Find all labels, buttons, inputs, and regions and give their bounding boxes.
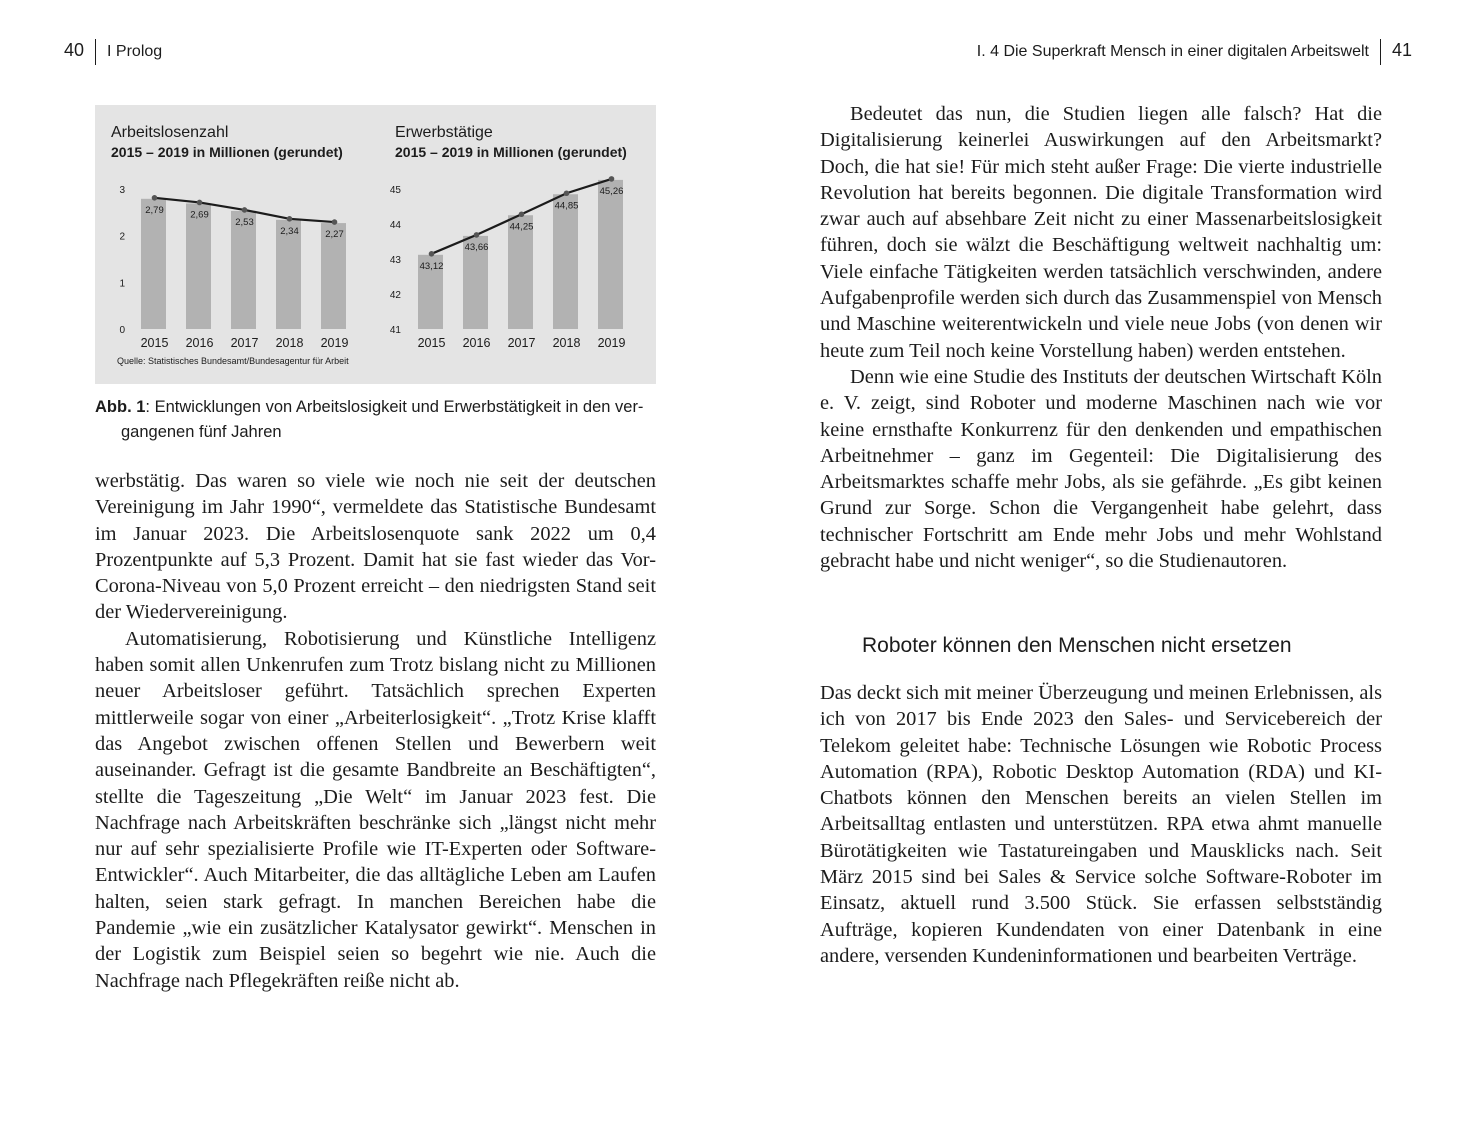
y-tick-label: 45 <box>389 185 401 196</box>
section-title-left: I Prolog <box>107 43 163 60</box>
trend-point <box>332 219 338 225</box>
page-number-right: 41 <box>1391 40 1412 60</box>
x-tick-label: 2017 <box>230 336 259 350</box>
caption-text: : Entwicklungen von Arbeitslosigkeit und Erwerbstätigkeit in den ver- <box>145 398 644 416</box>
trend-point <box>197 200 203 206</box>
page-number-left: 40 <box>64 40 85 60</box>
data-label: 45,26 <box>599 185 624 197</box>
running-head-right <box>977 38 1412 65</box>
paragraph: Denn wie eine Studie des Instituts der deutschen Wirtschaft Köln e. V. zeigt, sind Roboter und moderne Maschinen nach wie vor keine ernsthafte Konkurrenz für den denkenden und empathischen Arbeitnehmer – ganz im Gegenteil: Die Digitalisierung des Arbeitsmarktes schaffe mehr Jobs, als sie gefährde. „Es gibt keinen Grund zur Sorge. Schon die Vergangenheit habe gelehrt, dass technischer Fortschritt am Ende mehr Jobs und mehr Wohlstand gebracht habe und nicht weniger“, so die Studienautoren. <box>820 365 1382 573</box>
section-title-right: I. 4 Die Superkraft Mensch in einer digitalen Arbeitswelt <box>976 43 1369 60</box>
data-label: 43,12 <box>419 260 444 272</box>
caption-label: Abb. 1 <box>95 398 146 416</box>
trend-point <box>152 195 158 201</box>
data-label: 2,34 <box>280 225 299 237</box>
chart-subtitle: 2015 – 2019 in Millionen (gerundet) <box>395 144 627 160</box>
paragraph: Automatisierung, Robotisierung und Künstliche Intelligenz haben somit allen Unkenrufen zum Trotz bislang nicht zu Millionen neuer Arbeitsloser geführt. Tatsächlich sprechen Experten mittlerweile sogar von einer „Arbeiterlosigkeit“. „Trotz Krise klafft das Angebot zwischen offenen Stellen und Bewerbern weit auseinander. Gefragt ist die gesamte Bandbreite an Beschäftigten“, stellte die Tageszeitung „Die Welt“ im Januar 2023 fest. Die Nachfrage nach Arbeitskräften beschränke sich „längst nicht mehr nur auf sehr spezialisierte Profile wie IT-Experten oder Software-Entwickler“. Auch Mitarbeiter, die das alltägliche Leben am Laufen halten, seien stark gefragt. In manchen Bereichen habe die Pandemie „wie ein zusätzlicher Katalysator gewirkt“. Menschen in der Logistik zum Beispiel seien so begehrt wie nie. Auch die Nachfrage nach Pflegekräften reiße nicht ab. <box>95 627 656 992</box>
y-tick-label: 3 <box>119 185 125 196</box>
trend-point <box>564 190 570 196</box>
y-tick-label: 1 <box>119 278 125 290</box>
y-tick-label: 43 <box>389 255 401 266</box>
paragraph: Bedeutet das nun, die Studien liegen alle falsch? Hat die Digitalisierung keinerlei Auswirkungen auf den Arbeitsmarkt? Doch, die hat sie! Für mich steht außer Frage: Die vierte industrielle Revolution hat bereits begonnen. Die digitale Transformation wird zwar auch auf absehbare Zeit nicht zu einer Massenarbeitslosigkeit führen, doch sie wälzt die Beschäftigung weltweit nachhaltig um: Viele einfache Tätigkeiten werden tatsächlich verschwinden, andere Aufgabenprofile werden sich durch das Zusammenspiel von Mensch und Maschine weiterentwickeln und viele neue Jobs (von denen wir heute zum Teil noch keine Vorstellung haben) werden entstehen. <box>820 103 1382 362</box>
y-tick-label: 2 <box>119 231 125 243</box>
trend-point <box>429 251 435 257</box>
x-tick-label: 2019 <box>597 336 626 350</box>
x-tick-label: 2018 <box>275 336 304 350</box>
paragraph: werbstätig. Das waren so viele wie noch nie seit der deutschen Vereinigung im Jahr 1990“, vermeldete das Statistische Bundesamt im Januar 2023. Die Arbeitslosenquote sank 2022 um 0,4 Prozentpunkte auf 5,3 Prozent. Damit hat sie fast wieder das Vor-Corona-Niveau von 5,0 Prozent erreicht – den niedrigsten Stand seit der Wiedervereinigung. <box>95 470 656 624</box>
running-head-left <box>64 38 162 65</box>
header-divider <box>95 39 96 65</box>
data-label: 44,85 <box>554 200 579 212</box>
figure-caption <box>95 395 656 445</box>
trend-point <box>609 176 615 182</box>
data-label: 44,25 <box>509 221 534 233</box>
charts-svg <box>95 105 656 384</box>
x-tick-label: 2017 <box>507 336 536 350</box>
right-page-body <box>820 101 1382 574</box>
trend-point <box>287 216 293 222</box>
data-label: 2,53 <box>235 216 254 228</box>
chart-title: Erwerbstätige <box>395 124 493 141</box>
x-tick-label: 2016 <box>185 336 214 350</box>
data-label: 43,66 <box>464 241 489 253</box>
caption-text-line2: gangenen fünf Jahren <box>121 423 282 441</box>
header-divider <box>1380 39 1381 65</box>
unemployment-chart <box>111 124 348 350</box>
bar <box>231 211 256 329</box>
figure-source: Quelle: Statistisches Bundesamt/Bundesagentur für Arbeit <box>117 356 349 366</box>
y-tick-label: 42 <box>389 290 401 301</box>
trend-point <box>474 232 480 238</box>
x-tick-label: 2019 <box>320 336 349 350</box>
section-subheading: Roboter können den Menschen nicht ersetzen <box>862 634 1292 657</box>
y-tick-label: 41 <box>389 325 401 336</box>
x-tick-label: 2015 <box>417 336 446 350</box>
paragraph: Das deckt sich mit meiner Überzeugung und meinen Erlebnissen, als ich von 2017 bis Ende 2023 den Sales- und Servicebereich der Telekom geleitet habe: Technische Lösungen wie Robotic Process Automation (RPA), Robotic Desktop Automation (RDA) und KI-Chatbots können den Menschen bereits an vielen Stellen im Arbeitsalltag entlasten und unterstützen. RPA etwa ahmt manuelle Bürotätigkeiten wie Tastatureingaben und Mausklicks nach. Seit März 2015 sind bei Sales & Service solche Software-Roboter im Einsatz, aktuell rund 3.500 Stück. Sie erfassen selbstständig Aufträge, kopieren Kundendaten von einer Datenbank in eine andere, versenden Kundeninformationen und bearbeiten Verträge. <box>820 682 1382 967</box>
bar <box>598 180 623 329</box>
trend-point <box>519 211 525 217</box>
bar <box>553 194 578 329</box>
bar <box>141 199 166 329</box>
trend-point <box>242 207 248 213</box>
x-tick-label: 2016 <box>462 336 491 350</box>
chart-subtitle: 2015 – 2019 in Millionen (gerundet) <box>111 144 343 160</box>
y-tick-label: 0 <box>119 325 125 336</box>
bar <box>508 215 533 329</box>
data-label: 2,69 <box>190 209 209 221</box>
figure-box <box>95 105 656 384</box>
x-tick-label: 2018 <box>552 336 581 350</box>
x-tick-label: 2015 <box>140 336 169 350</box>
left-page-body <box>95 468 656 994</box>
chart-title: Arbeitslosenzahl <box>111 124 229 141</box>
data-label: 2,27 <box>325 229 344 241</box>
data-label: 2,79 <box>145 204 164 216</box>
employment-chart <box>390 124 627 350</box>
bar <box>186 203 211 329</box>
right-page-body-continued <box>820 680 1382 969</box>
y-tick-label: 44 <box>389 220 401 231</box>
